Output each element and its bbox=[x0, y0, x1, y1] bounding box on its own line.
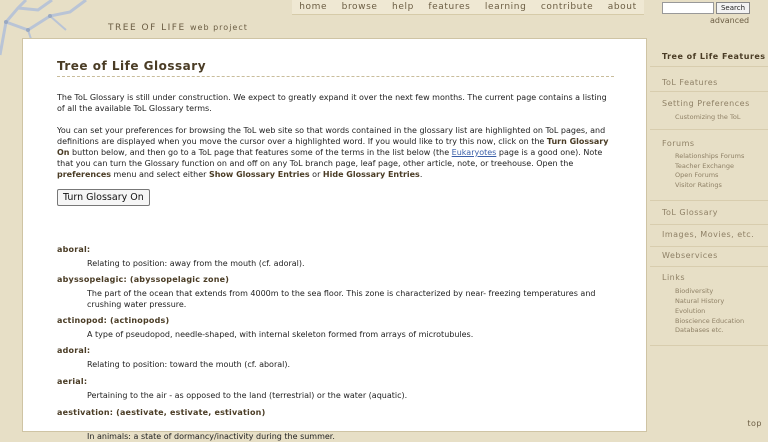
sidebar-features-title: Tree of Life Features bbox=[662, 52, 766, 61]
sidebar-forums-label: Forums bbox=[662, 139, 695, 148]
eukaryotes-link[interactable]: Eukaryotes bbox=[451, 148, 497, 157]
back-to-top-link[interactable]: top bbox=[747, 419, 762, 428]
sidebar-forum-link[interactable]: Open Forums bbox=[675, 171, 719, 179]
sidebar-item-forums[interactable] bbox=[650, 130, 768, 201]
page-title: Tree of Life Glossary bbox=[57, 59, 614, 77]
sidebar-preferences-label: Setting Preferences bbox=[662, 99, 750, 108]
nav-contribute[interactable]: contribute bbox=[540, 2, 594, 12]
sidebar-links-label: Links bbox=[662, 273, 686, 282]
glossary-definition: A type of pseudopod, needle-shaped, with internal skeleton formed from arrays of microtubules. bbox=[87, 330, 474, 339]
sidebar-link-item[interactable]: Biodiversity bbox=[675, 287, 714, 295]
header bbox=[0, 0, 768, 38]
glossary-definition: Relating to position: toward the mouth (cf. aboral). bbox=[87, 360, 291, 369]
nav-home[interactable]: home bbox=[299, 2, 328, 12]
nav-browse[interactable]: browse bbox=[341, 2, 378, 12]
sidebar-forum-link[interactable]: Teacher Exchange bbox=[675, 162, 735, 170]
preferences-link[interactable]: preferences bbox=[57, 170, 111, 179]
glossary-term: aboral: bbox=[57, 245, 91, 254]
sidebar-forum-link[interactable]: Visitor Ratings bbox=[675, 181, 722, 189]
sidebar-item-webservices[interactable] bbox=[650, 247, 768, 267]
glossary-entry bbox=[57, 275, 614, 310]
sidebar-item-images[interactable] bbox=[650, 225, 768, 247]
glossary-definition: Pertaining to the air - as opposed to the land (terrestrial) or the water (aquatic). bbox=[87, 391, 408, 400]
glossary-term: abyssopelagic: (abyssopelagic zone) bbox=[57, 275, 230, 284]
sidebar-link-item[interactable]: Natural History bbox=[675, 297, 725, 305]
glossary-entry bbox=[57, 377, 407, 401]
glossary-entry bbox=[57, 245, 305, 269]
sidebar-item-tol-features[interactable] bbox=[650, 67, 768, 92]
glossary-term: actinopod: (actinopods) bbox=[57, 316, 170, 325]
sidebar-customizing-link[interactable]: Customizing the ToL bbox=[675, 113, 741, 121]
hide-glossary-text: Hide Glossary Entries bbox=[322, 170, 420, 179]
glossary-entry bbox=[57, 316, 473, 340]
glossary-entry bbox=[57, 346, 290, 370]
glossary-term: aestivation: (aestivate, estivate, estivation) bbox=[57, 408, 266, 417]
sidebar-images-label: Images, Movies, etc. bbox=[662, 230, 755, 239]
turn-glossary-on-button[interactable]: Turn Glossary On bbox=[57, 189, 150, 206]
sidebar-features-block bbox=[650, 38, 768, 67]
sidebar-item-preferences[interactable] bbox=[650, 92, 768, 130]
show-glossary-text: Show Glossary Entries bbox=[208, 170, 310, 179]
intro-paragraph: The ToL Glossary is still under construction. We expect to greatly expand it over the next few months. The current page contains a listing of all the available ToL Glossary terms. bbox=[57, 93, 607, 113]
nav-features[interactable]: features bbox=[428, 2, 471, 12]
top-nav bbox=[292, 0, 644, 15]
glossary-term: adoral: bbox=[57, 346, 91, 355]
right-sidebar bbox=[650, 38, 768, 432]
sidebar-webservices-label: Webservices bbox=[662, 251, 718, 260]
glossary-definition: In animals: a state of dormancy/inactivity during the summer. bbox=[87, 432, 335, 441]
sidebar-item-links[interactable] bbox=[650, 267, 768, 346]
site-title[interactable] bbox=[108, 23, 248, 33]
sidebar-link-item[interactable]: Databases etc. bbox=[675, 326, 724, 334]
site-title-main: TREE OF LIFE bbox=[108, 23, 186, 33]
search-input[interactable] bbox=[662, 2, 714, 14]
glossary-term: aerial: bbox=[57, 377, 88, 386]
sidebar-tol-features-label: ToL Features bbox=[662, 78, 718, 87]
turn-glossary-on-text: Turn Glossary On bbox=[57, 137, 609, 157]
site-title-sub: web project bbox=[190, 23, 248, 32]
sidebar-link-item[interactable]: Evolution bbox=[675, 307, 706, 315]
glossary-definition: The part of the ocean that extends from 4000m to the sea floor. This zone is characterized by near- freezing temperatures and crushing water pressure. bbox=[87, 289, 596, 309]
sidebar-link-item[interactable]: Bioscience Education bbox=[675, 317, 745, 325]
main-content bbox=[22, 38, 647, 441]
nav-about[interactable]: about bbox=[607, 2, 637, 12]
sidebar-glossary-label: ToL Glossary bbox=[662, 208, 718, 217]
advanced-search-link[interactable]: advanced bbox=[710, 16, 750, 25]
content-area bbox=[57, 59, 614, 441]
glossary-definition: Relating to position: away from the mouth (cf. adoral). bbox=[87, 259, 305, 268]
nav-learning[interactable]: learning bbox=[484, 2, 527, 12]
glossary-entry bbox=[57, 408, 335, 442]
nav-help[interactable]: help bbox=[392, 2, 414, 12]
sidebar-item-glossary[interactable] bbox=[650, 201, 768, 225]
search-button[interactable]: Search bbox=[716, 2, 750, 14]
sidebar-forum-link[interactable]: Relationships Forums bbox=[675, 152, 745, 160]
preferences-paragraph: You can set your preferences for browsing the ToL web site so that words contained in the glossary list are highlighted on ToL pages, and definitions are displayed when you move the cursor over a highlighted word. If you would like to try this now, click on the Turn Glossary On button below, and then go to a ToL page that features some of the terms in the list below (the Eukaryotes page is a good one). Note that you can turn the Glossary function on and off on any ToL branch page, leaf page, other article, note, or treehouse. Open the preferences menu and select either Show Glossary Entries or Hide Glossary Entries. bbox=[57, 126, 609, 179]
